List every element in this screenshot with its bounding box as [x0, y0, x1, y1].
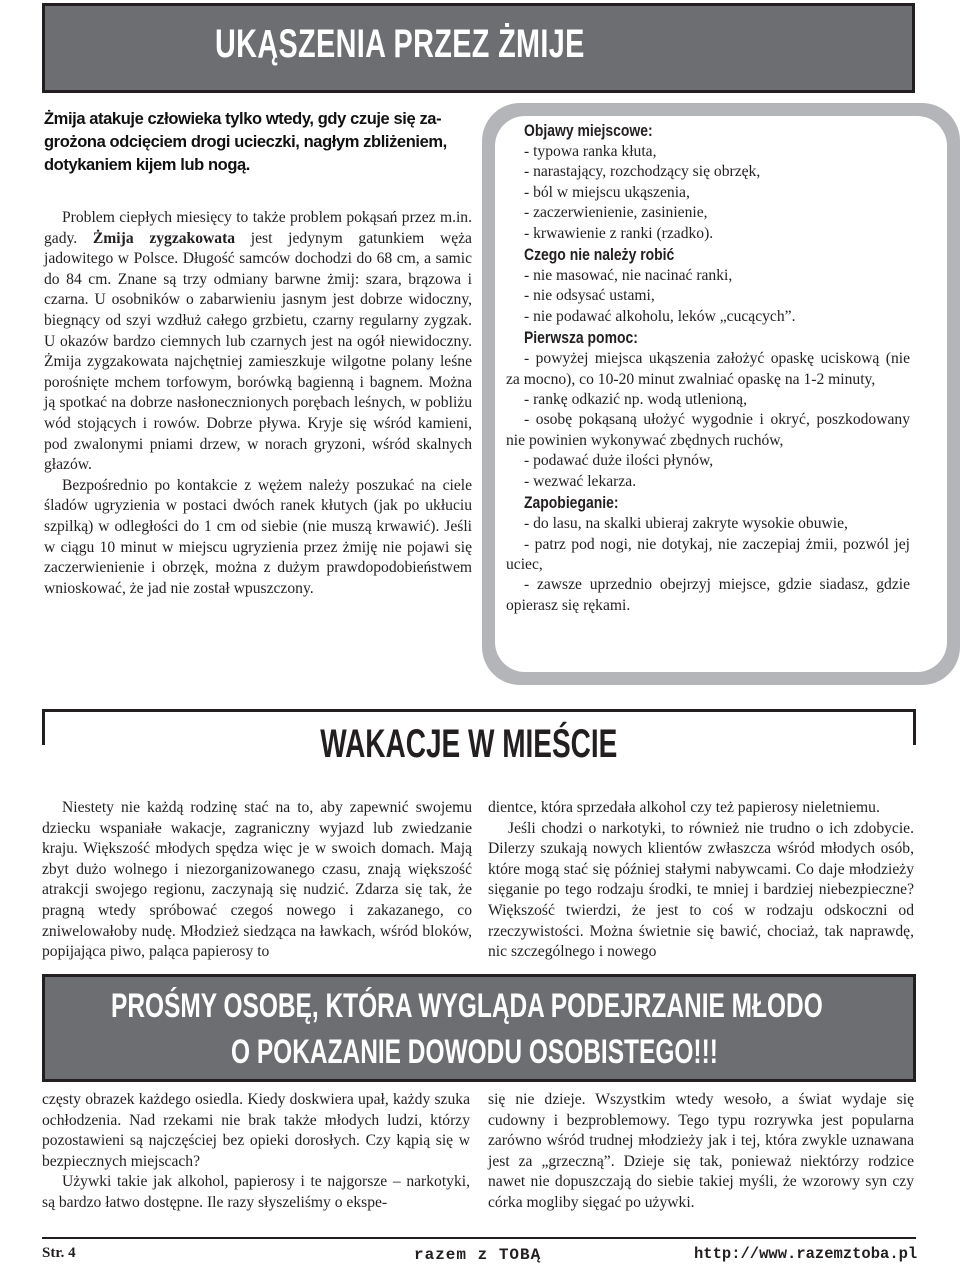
info-heading-prevention: Zapobieganie: [524, 493, 619, 513]
list-item: - nie masować, nie nacinać ranki, [524, 267, 733, 285]
list-item: - patrz pod nogi, nie dotykaj, nie zaczepiaj żmii, pozwól jej uciec, [506, 535, 910, 573]
list-item: - powyżej miejsca ukąszenia założyć opaskę uciskową (nie za mocno), co 10-20 minut zwalniać opaskę na 1-2 minuty, [506, 350, 910, 388]
article-column [42, 798, 472, 963]
article-title: UKĄSZENIA PRZEZ ŻMIJE [215, 22, 585, 66]
article-body [44, 208, 472, 599]
body-paragraph: Bezpośrednio po kontakcie z wężem należy poszukać na ciele śladów ugryzienia w postaci dwóch ranek kłutych (jak po ukłuciu szpilką) w odległości do 1 cm od siebie (nie muszą krwawić). Jeśli w ciągu 10 minut w miejscu ugryzienia przez żmiję nie pojawi się zaczerwienienie i obrzęk, można z dużym prawdopodobieństwem wnioskować, że jad nie został wpuszczony. [44, 476, 472, 597]
callout-line: PROŚMY OSOBĘ, KTÓRA WYGLĄDA PODEJRZANIE MŁODO [111, 987, 823, 1025]
article-banner [42, 3, 915, 93]
list-item: - zawsze uprzednio obejrzyj miejsce, gdzie siadasz, gdzie opierasz się rękami. [506, 576, 910, 614]
magazine-name: razem z TOBĄ [414, 1246, 542, 1264]
body-paragraph: Jeśli chodzi o narkotyki, to również nie trudno o ich zdobycie. Dilerzy szukają nowych klientów zwłaszcza wśród młodych osób, które mogą stać się później stałymi nabywcami. Co daje młodzieży sięganie po tego rodzaju środki, te mniej i bardziej niebezpieczne? Większość twierdzi, że jest to coś w rodzaju odskoczni od rzeczywistości. Można świetnie się bawić, chociaż, tak naprawdę, nic szczególnego i nowego [488, 819, 914, 961]
list-item: - ból w miejscu ukąszenia, [524, 183, 690, 201]
body-paragraph: Niestety nie każdą rodzinę stać na to, aby zapewnić swojemu dziecku wspaniałe wakacje, zagraniczny wyjazd lub zwiedzanie kraju. Większość młodych spędza więc je w swoich domach. Mają zbyt dużo wolnego i niezorganizowanego czasu, znają większość atrakcji swojego regionu, zaczynają się nudzić. Zdarza się tak, że pragną wtedy spróbować czegoś nowego i zakazanego, co zniwelowałoby nudę. Młodzież siedząca na ławkach, wśród bloków, popijająca piwo, paląca papierosy to [42, 799, 472, 961]
body-paragraph: Problem ciepłych miesięcy to także problem pokąsań przez m.in. gady. Żmija zygzakowata jest jedynym gatunkiem węża jadowitego w Polsce. Długość samców dochodzi do 68 cm, a samic do 84 cm. Znane są trzy odmiany barwne żmij: szara, brązowa i czarna. U osobników o zabarwieniu jasnym jest dobrze widoczny, biegnący od szyi wzdłuż całego grzbietu, czarny regularny zygzak. U okazów bardzo ciemnych lub czarnych jest na ogół niewidoczny. Żmija zygzakowata najchętniej zamieszkuje wilgotne polany leśne porośnięte mchem torfowym, borówką bagienną i bagnem. Można ją spotkać na dobrze nasłonecznionych porębach leśnych, w pobliżu wód stojących i rowów. Dobrze pływa. Kryje się wśród kamieni, pod zwalonymi pniami drzew, w norach gryzoni, wśród skalnych głazów. [44, 209, 472, 474]
info-heading-symptoms: Objawy miejscowe: [524, 121, 653, 140]
lead-line: Żmija atakuje człowieka tylko wtedy, gdy czuje się za- [44, 110, 442, 128]
species-name: Żmija zygzakowata [92, 229, 236, 247]
info-heading-dont: Czego nie należy robić [524, 245, 675, 265]
lead-line: grożona odcięciem drogi ucieczki, nagłym zbliżeniem, [44, 133, 447, 151]
list-item: - wezwać lekarza. [524, 472, 637, 490]
list-item: - osobę pokąsaną ułożyć wygodnie i okryć, poszkodowany nie powinien wykonywać zbędnych ruchów, [506, 411, 910, 449]
website-url: http://www.razemztoba.pl [694, 1245, 918, 1263]
body-paragraph: częsty obrazek każdego osiedla. Kiedy doskwiera upał, każdy szuka ochłodzenia. Nad rzekami nie brak także młodych ludzi, którzy pozostawieni są najczęściej bez opieki dorosłych. Czy kąpią się w bezpiecznych miejscach? [42, 1091, 470, 1170]
lead-line: dotykaniem kijem lub nogą. [44, 156, 250, 174]
callout-line: O POKAZANIE DOWODU OSOBISTEGO!!! [231, 1033, 718, 1071]
page-number: Str. 4 [42, 1245, 76, 1261]
article-column [488, 798, 914, 963]
list-item: - narastający, rozchodzący się obrzęk, [524, 163, 761, 181]
article-column [488, 1090, 914, 1214]
body-paragraph: Używki takie jak alkohol, papierosy i te najgorsze – narkotyki, są bardzo łatwo dostępne. Ile razy słyszeliśmy o ekspe- [42, 1173, 470, 1211]
article-column [42, 1090, 470, 1214]
list-item: - krwawienie z ranki (rzadko). [524, 224, 714, 242]
article-title: WAKACJE W MIEŚCIE [316, 722, 622, 767]
info-box [506, 120, 910, 616]
list-item: - zaczerwienienie, zasinienie, [524, 204, 708, 222]
list-item: - nie odsysać ustami, [524, 287, 655, 305]
callout-banner [42, 974, 916, 1082]
body-paragraph: się nie dzieje. Wszystkim wtedy wesoło, a świat wydaje się cudowny i bezproblemowy. Tego typu rozrywka jest popularna zarówno wśród trudnej młodzieży jak i tej, która zwykle uznawana jest za „grzeczną”. Dzieje się tak, ponieważ niektórzy rodzice nawet nie dopuszczają do siebie takiej myśli, że wzorowy syn czy córka mogliby sięgać po używki. [488, 1091, 914, 1211]
list-item: - podawać duże ilości płynów, [524, 452, 714, 470]
footer-rule [42, 1237, 916, 1239]
list-item: - do lasu, na skalki ubieraj zakryte wysokie obuwie, [524, 515, 848, 533]
article-lead [44, 108, 474, 177]
list-item: - typowa ranka kłuta, [524, 143, 657, 160]
list-item: - rankę odkazić np. wodą utlenioną, [524, 391, 747, 409]
list-item: - nie podawać alkoholu, leków „cucących”. [524, 307, 796, 325]
info-heading-first-aid: Pierwsza pomoc: [524, 328, 638, 348]
body-paragraph: dientce, która sprzedała alkohol czy też papierosy nieletniemu. [488, 799, 880, 816]
